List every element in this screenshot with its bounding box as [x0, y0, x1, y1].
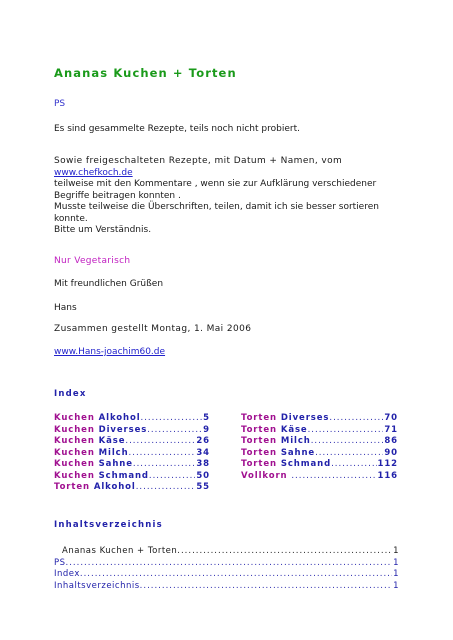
info-paragraph [54, 156, 379, 237]
greeting-text: Mit freundlichen Grüßen [54, 279, 164, 289]
index-entry[interactable]: Kuchen Sahne ..... 38 [54, 459, 210, 471]
index-entry[interactable]: Kuchen Käse ..... 26 [54, 436, 210, 448]
document-title: Ananas Kuchen + Torten [54, 66, 237, 80]
index-entry[interactable]: Kuchen Diverses ..... 9 [54, 425, 210, 437]
index-entry[interactable]: Torten Alkohol ..... 55 [54, 482, 210, 494]
toc-entry[interactable]: Inhaltsverzeichnis ..... 1 [54, 581, 399, 593]
ps-label: PS [54, 99, 66, 109]
vegetarian-note: Nur Vegetarisch [54, 256, 131, 266]
author-name: Hans [54, 303, 77, 313]
table-of-contents [54, 546, 399, 592]
toc-entry[interactable]: Ananas Kuchen + Torten ..... 1 [54, 546, 399, 558]
toc-entry[interactable]: PS ..... 1 [54, 558, 399, 570]
paragraph-line: teilweise mit den Kommentare , wenn sie zur Aufklärung verschiedener [54, 179, 377, 189]
index-entry[interactable]: Vollkorn ..... 116 [241, 471, 398, 483]
paragraph-line: Begriffe beitragen konnten . [54, 190, 181, 201]
intro-text: Es sind gesammelte Rezepte, teils noch nicht probiert. [54, 124, 300, 134]
index-entry[interactable]: Kuchen Schmand ..... 50 [54, 471, 210, 483]
index-left-column [54, 413, 210, 494]
paragraph-line: Musste teilweise die Überschriften, teilen, damit ich sie besser sortieren [54, 202, 379, 212]
index-entry[interactable]: Torten Käse ..... 71 [241, 425, 398, 437]
index-entry[interactable]: Kuchen Milch ..... 34 [54, 448, 210, 460]
index-entry[interactable]: Torten Sahne ..... 90 [241, 448, 398, 460]
compiled-date: Zusammen gestellt Montag, 1. Mai 2006 [54, 324, 252, 334]
toc-entry[interactable]: Index ..... 1 [54, 569, 399, 581]
index-entry[interactable]: Torten Diverses ..... 70 [241, 413, 398, 425]
paragraph-line: Sowie freigeschalteten Rezepte, mit Datum + Namen, vom [54, 156, 343, 166]
index-entry[interactable]: Kuchen Alkohol ..... 5 [54, 413, 210, 425]
toc-heading: Inhaltsverzeichnis [54, 520, 163, 530]
index-entry[interactable]: Torten Schmand ..... 112 [241, 459, 398, 471]
paragraph-line: Bitte um Verständnis. [54, 225, 152, 235]
paragraph-line: konnte. [54, 213, 88, 224]
index-right-column [241, 413, 398, 482]
chefkoch-link[interactable]: www.chefkoch.de [54, 167, 133, 178]
website-link[interactable]: www.Hans-joachim60.de [54, 347, 166, 357]
index-entry[interactable]: Torten Milch ..... 86 [241, 436, 398, 448]
index-heading: Index [54, 389, 87, 399]
